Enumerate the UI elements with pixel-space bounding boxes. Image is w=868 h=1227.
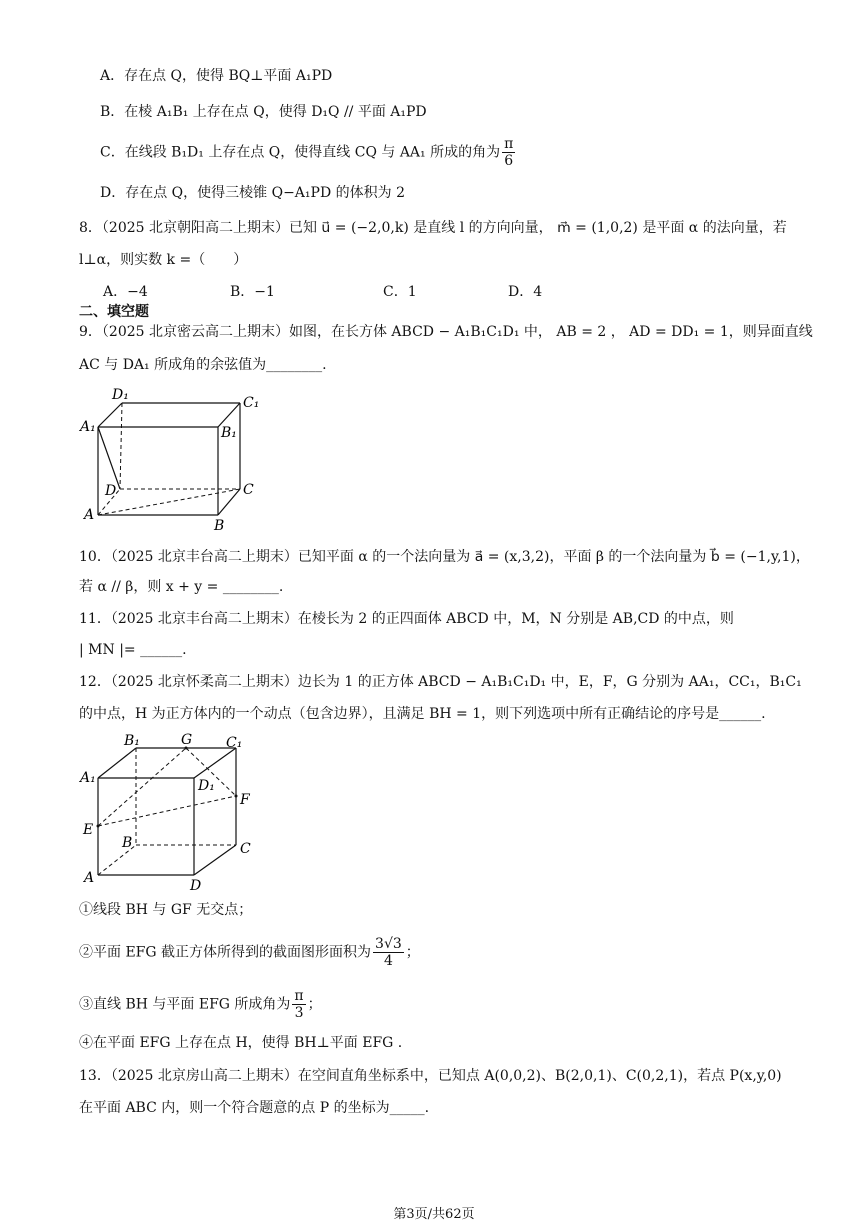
- q12-statement-2-fraction: [373, 936, 404, 969]
- q12-statement-2-text: ②平面 EFG 截正方体所得到的截面图形面积为: [79, 944, 372, 961]
- segment-e-f: [98, 796, 236, 826]
- point-f: [235, 795, 238, 798]
- q8-option-c: C．1: [383, 284, 417, 300]
- q7-option-c-text: C．在线段 B₁D₁ 上存在点 Q，使得直线 CQ 与 AA₁ 所成的角为: [100, 144, 501, 161]
- label-b: B: [122, 835, 133, 851]
- cube-figure: [78, 730, 268, 895]
- q10-stem-line1: 10．（2025 北京丰台高二上期末）已知平面 α 的一个法向量为 a⃗ = (x,3,2)，平面 β 的一个法向量为 b⃗ = (−1,y,1)，: [79, 549, 810, 565]
- hidden-edge-d1-d: [120, 403, 122, 489]
- q12-statement-3: [79, 988, 322, 1021]
- q8-stem-line2: l⊥α，则实数 k =（ ）: [79, 252, 248, 268]
- fraction-numerator: 3√3: [375, 936, 402, 952]
- label-b1: B₁: [124, 733, 140, 749]
- fraction-numerator: π: [294, 988, 304, 1004]
- label-c1: C₁: [243, 395, 260, 411]
- q12-statement-2-suffix: ；: [405, 944, 420, 961]
- q10-stem-line2: 若 α // β，则 x + y = ________.: [79, 579, 284, 595]
- edge-a1-b1: [98, 748, 136, 778]
- q12-statement-4: ④在平面 EFG 上存在点 H，使得 BH⊥平面 EFG .: [79, 1035, 403, 1051]
- segment-e-g: [98, 748, 186, 826]
- diagonal-a-c: [98, 489, 240, 515]
- q8-option-d: D．4: [508, 284, 543, 300]
- q8-option-b: B．−1: [230, 284, 275, 300]
- q7-option-c-fraction: [502, 136, 515, 169]
- label-a1: A₁: [80, 770, 96, 786]
- q12-statement-1: ①线段 BH 与 GF 无交点；: [79, 902, 253, 918]
- label-c: C: [243, 482, 254, 498]
- page-number: 第3页/共62页: [393, 1207, 475, 1222]
- q9-stem-line1: 9．（2025 北京密云高二上期末）如图，在长方体 ABCD − A₁B₁C₁D₁ 中， AB = 2 ， AD = DD₁ = 1，则异面直线: [79, 324, 813, 340]
- fraction-numerator: π: [504, 136, 514, 152]
- q12-statement-3-suffix: ；: [307, 996, 322, 1013]
- q12-statement-3-text: ③直线 BH 与平面 EFG 所成角为: [79, 996, 291, 1013]
- q7-option-b: B．在棱 A₁B₁ 上存在点 Q，使得 D₁Q // 平面 A₁PD: [100, 104, 427, 120]
- label-a1: A₁: [80, 419, 96, 435]
- q12-statement-3-fraction: [292, 988, 305, 1021]
- label-a: A: [84, 507, 95, 523]
- label-c: C: [240, 841, 251, 857]
- q9-stem-line2: AC 与 DA₁ 所成角的余弦值为________.: [79, 357, 327, 373]
- label-e: E: [83, 822, 94, 838]
- diagonal-a1-d: [98, 427, 120, 489]
- q13-stem-line1: 13．（2025 北京房山高二上期末）在空间直角坐标系中，已知点 A(0,0,2)、B(2,0,1)、C(0,2,1)，若点 P(x,y,0): [79, 1068, 782, 1084]
- cuboid-figure: [78, 385, 268, 533]
- q8-option-a: A．−4: [103, 284, 148, 300]
- q7-option-d: D．存在点 Q，使得三棱锥 Q−A₁PD 的体积为 2: [100, 185, 405, 201]
- q13-stem-line2: 在平面 ABC 内，则一个符合题意的点 P 的坐标为_____.: [79, 1100, 430, 1116]
- edge-a1-d1: [98, 403, 122, 427]
- q12-stem-line1: 12．（2025 北京怀柔高二上期末）边长为 1 的正方体 ABCD − A₁B₁C₁D₁ 中，E，F，G 分别为 AA₁，CC₁，B₁C₁: [79, 674, 802, 690]
- label-d: D: [105, 483, 117, 499]
- label-a: A: [84, 870, 95, 886]
- point-e: [97, 825, 100, 828]
- q8-stem-line1: 8．（2025 北京朝阳高二上期末）已知 u⃗ = (−2,0,k) 是直线 l 的方向向量， m⃗ = (1,0,2) 是平面 α 的法向量，若: [79, 220, 787, 236]
- label-f: F: [240, 792, 250, 808]
- fraction-denominator: 6: [504, 153, 514, 169]
- fraction-denominator: 3: [294, 1005, 304, 1021]
- fraction-denominator: 4: [383, 953, 393, 969]
- label-b1: B₁: [221, 425, 237, 441]
- label-d1: D₁: [198, 778, 215, 794]
- edge-d1-c1: [194, 748, 236, 778]
- q7-option-a: A．存在点 Q，使得 BQ⊥平面 A₁PD: [100, 68, 333, 84]
- q12-stem-line2: 的中点，H 为正方体内的一个动点（包含边界），且满足 BH = 1，则下列选项中所有正确结论的序号是______.: [79, 706, 766, 722]
- label-d: D: [190, 878, 202, 894]
- label-b: B: [214, 518, 225, 533]
- edge-b1-c1: [218, 403, 240, 427]
- label-g: G: [181, 732, 193, 748]
- q12-statement-2: [79, 936, 420, 969]
- edge-d-c: [194, 845, 236, 875]
- edge-b-c: [218, 489, 240, 515]
- label-c1: C₁: [226, 735, 243, 751]
- q7-option-c: [100, 136, 517, 169]
- label-d1: D₁: [112, 387, 129, 403]
- q11-stem-line2: | MN |= ______.: [79, 642, 187, 658]
- q11-stem-line1: 11．（2025 北京丰台高二上期末）在棱长为 2 的正四面体 ABCD 中，M，N 分别是 AB,CD 的中点，则: [79, 611, 734, 627]
- section-heading: 二、填空题: [79, 304, 149, 320]
